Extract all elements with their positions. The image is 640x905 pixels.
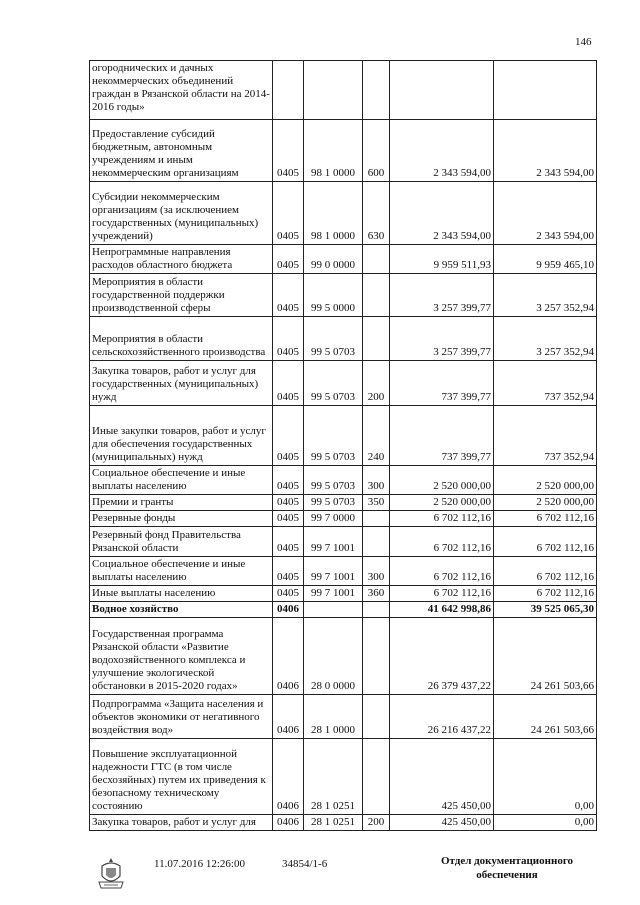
table-row	[90, 120, 597, 182]
row-article: 28 0 0000	[304, 618, 363, 695]
page-number: 146	[575, 36, 592, 48]
row-section: 0406	[273, 815, 304, 831]
row-section: 0405	[273, 466, 304, 495]
row-section: 0405	[273, 317, 304, 361]
table-row	[90, 182, 597, 245]
row-article: 99 7 0000	[304, 511, 363, 527]
row-article	[304, 61, 363, 120]
row-plan: 9 959 511,93	[390, 245, 494, 274]
row-plan: 2 520 000,00	[390, 495, 494, 511]
row-fact: 9 959 465,10	[494, 245, 597, 274]
row-article	[304, 602, 363, 618]
row-section: 0405	[273, 511, 304, 527]
row-section: 0405	[273, 527, 304, 557]
row-article: 99 7 1001	[304, 557, 363, 586]
row-name: Непрограммные направления расходов областного бюджета	[90, 245, 273, 274]
row-type	[363, 695, 390, 739]
table-row	[90, 61, 597, 120]
row-name: Иные закупки товаров, работ и услуг для обеспечения государственных (муниципальных) нужд	[90, 406, 273, 466]
row-type: 300	[363, 557, 390, 586]
department-name	[432, 854, 582, 882]
row-article: 99 7 1001	[304, 586, 363, 602]
row-article: 99 0 0000	[304, 245, 363, 274]
row-fact: 737 352,94	[494, 361, 597, 406]
row-name: Мероприятия в области государственной поддержки производственной сферы	[90, 274, 273, 317]
table-row	[90, 495, 597, 511]
row-plan: 2 520 000,00	[390, 466, 494, 495]
table-row	[90, 815, 597, 831]
row-fact	[494, 61, 597, 120]
table-row	[90, 466, 597, 495]
row-type	[363, 739, 390, 815]
department-line-1: Отдел документационного	[440, 855, 574, 867]
row-article: 28 1 0000	[304, 695, 363, 739]
row-article: 99 7 1001	[304, 527, 363, 557]
row-fact: 2 343 594,00	[494, 182, 597, 245]
row-name: Иные выплаты населению	[90, 586, 273, 602]
row-type	[363, 317, 390, 361]
budget-table	[89, 60, 597, 831]
row-plan: 737 399,77	[390, 406, 494, 466]
row-article: 98 1 0000	[304, 182, 363, 245]
row-name: Закупка товаров, работ и услуг для	[90, 815, 273, 831]
table-row	[90, 511, 597, 527]
row-plan: 2 343 594,00	[390, 120, 494, 182]
row-section: 0405	[273, 120, 304, 182]
row-name: Премии и гранты	[90, 495, 273, 511]
row-article: 99 5 0703	[304, 317, 363, 361]
row-fact: 2 520 000,00	[494, 495, 597, 511]
row-type: 630	[363, 182, 390, 245]
row-article: 28 1 0251	[304, 815, 363, 831]
row-name: Государственная программа Рязанской области «Развитие водохозяйственного комплекса и улучшение экологической обстановки в 2015-2020 годах»	[90, 618, 273, 695]
row-article: 28 1 0251	[304, 739, 363, 815]
row-name: Мероприятия в области сельскохозяйственного производства	[90, 317, 273, 361]
row-name: Субсидии некоммерческим организациям (за исключением государственных (муниципальных) учреждений)	[90, 182, 273, 245]
row-name: Резервный фонд Правительства Рязанской области	[90, 527, 273, 557]
row-plan: 3 257 399,77	[390, 317, 494, 361]
coat-of-arms-icon	[96, 856, 126, 890]
row-type: 300	[363, 466, 390, 495]
row-type: 360	[363, 586, 390, 602]
row-section: 0405	[273, 361, 304, 406]
table-row	[90, 406, 597, 466]
row-fact: 6 702 112,16	[494, 557, 597, 586]
row-type	[363, 602, 390, 618]
row-fact: 737 352,94	[494, 406, 597, 466]
table-row	[90, 618, 597, 695]
print-timestamp: 11.07.2016 12:26:00	[154, 858, 245, 870]
row-article: 99 5 0703	[304, 495, 363, 511]
row-type	[363, 274, 390, 317]
row-name: Водное хозяйство	[90, 602, 273, 618]
table-row	[90, 245, 597, 274]
row-type	[363, 527, 390, 557]
table-row	[90, 557, 597, 586]
row-plan: 26 216 437,22	[390, 695, 494, 739]
row-fact: 2 520 000,00	[494, 466, 597, 495]
row-article: 99 5 0703	[304, 406, 363, 466]
row-type	[363, 511, 390, 527]
row-type: 600	[363, 120, 390, 182]
row-section: 0405	[273, 495, 304, 511]
row-plan: 737 399,77	[390, 361, 494, 406]
row-article: 98 1 0000	[304, 120, 363, 182]
budget-table-body	[90, 61, 597, 831]
row-name: Социальное обеспечение и иные выплаты населению	[90, 466, 273, 495]
table-row	[90, 586, 597, 602]
row-section: 0405	[273, 274, 304, 317]
row-type: 350	[363, 495, 390, 511]
row-type	[363, 61, 390, 120]
row-fact: 3 257 352,94	[494, 274, 597, 317]
document-id: 34854/1-6	[282, 858, 328, 870]
row-name: Повышение эксплуатационной надежности ГТС (в том числе бесхозяйных) путем их приведения к безопасному техническому состоянию	[90, 739, 273, 815]
row-fact: 6 702 112,16	[494, 511, 597, 527]
row-fact: 0,00	[494, 815, 597, 831]
page-footer	[0, 854, 640, 894]
row-plan: 6 702 112,16	[390, 511, 494, 527]
table-row	[90, 317, 597, 361]
row-plan: 2 343 594,00	[390, 182, 494, 245]
row-plan: 6 702 112,16	[390, 557, 494, 586]
row-name: Социальное обеспечение и иные выплаты населению	[90, 557, 273, 586]
row-section: 0406	[273, 618, 304, 695]
table-row	[90, 274, 597, 317]
row-section	[273, 61, 304, 120]
row-fact: 6 702 112,16	[494, 586, 597, 602]
department-line-2: обеспечения	[476, 869, 538, 881]
row-name: Предоставление субсидий бюджетным, автономным учреждениям и иным некоммерческим организациям	[90, 120, 273, 182]
row-plan: 41 642 998,86	[390, 602, 494, 618]
row-name: Закупка товаров, работ и услуг для государственных (муниципальных) нужд	[90, 361, 273, 406]
row-section: 0406	[273, 739, 304, 815]
row-name: Подпрограмма «Защита населения и объектов экономики от негативного воздействия вод»	[90, 695, 273, 739]
row-section: 0406	[273, 695, 304, 739]
row-type: 200	[363, 361, 390, 406]
row-fact: 39 525 065,30	[494, 602, 597, 618]
row-section: 0405	[273, 557, 304, 586]
row-section: 0405	[273, 586, 304, 602]
row-name: огороднических и дачных некоммерческих объединений граждан в Рязанской области на 2014-2016 годы»	[90, 61, 273, 120]
row-type	[363, 245, 390, 274]
row-plan: 6 702 112,16	[390, 586, 494, 602]
row-fact: 3 257 352,94	[494, 317, 597, 361]
table-row	[90, 361, 597, 406]
table-row	[90, 527, 597, 557]
row-plan: 6 702 112,16	[390, 527, 494, 557]
row-type	[363, 618, 390, 695]
row-section: 0405	[273, 406, 304, 466]
row-plan: 425 450,00	[390, 815, 494, 831]
row-section: 0405	[273, 182, 304, 245]
row-plan: 3 257 399,77	[390, 274, 494, 317]
row-plan: 26 379 437,22	[390, 618, 494, 695]
row-fact: 0,00	[494, 739, 597, 815]
row-fact: 24 261 503,66	[494, 618, 597, 695]
row-fact: 6 702 112,16	[494, 527, 597, 557]
row-plan: 425 450,00	[390, 739, 494, 815]
row-type: 200	[363, 815, 390, 831]
row-fact: 2 343 594,00	[494, 120, 597, 182]
row-name: Резервные фонды	[90, 511, 273, 527]
row-article: 99 5 0000	[304, 274, 363, 317]
table-row	[90, 602, 597, 618]
row-type: 240	[363, 406, 390, 466]
row-article: 99 5 0703	[304, 466, 363, 495]
row-fact: 24 261 503,66	[494, 695, 597, 739]
table-row	[90, 695, 597, 739]
row-article: 99 5 0703	[304, 361, 363, 406]
table-row	[90, 739, 597, 815]
row-section: 0406	[273, 602, 304, 618]
row-plan	[390, 61, 494, 120]
row-section: 0405	[273, 245, 304, 274]
